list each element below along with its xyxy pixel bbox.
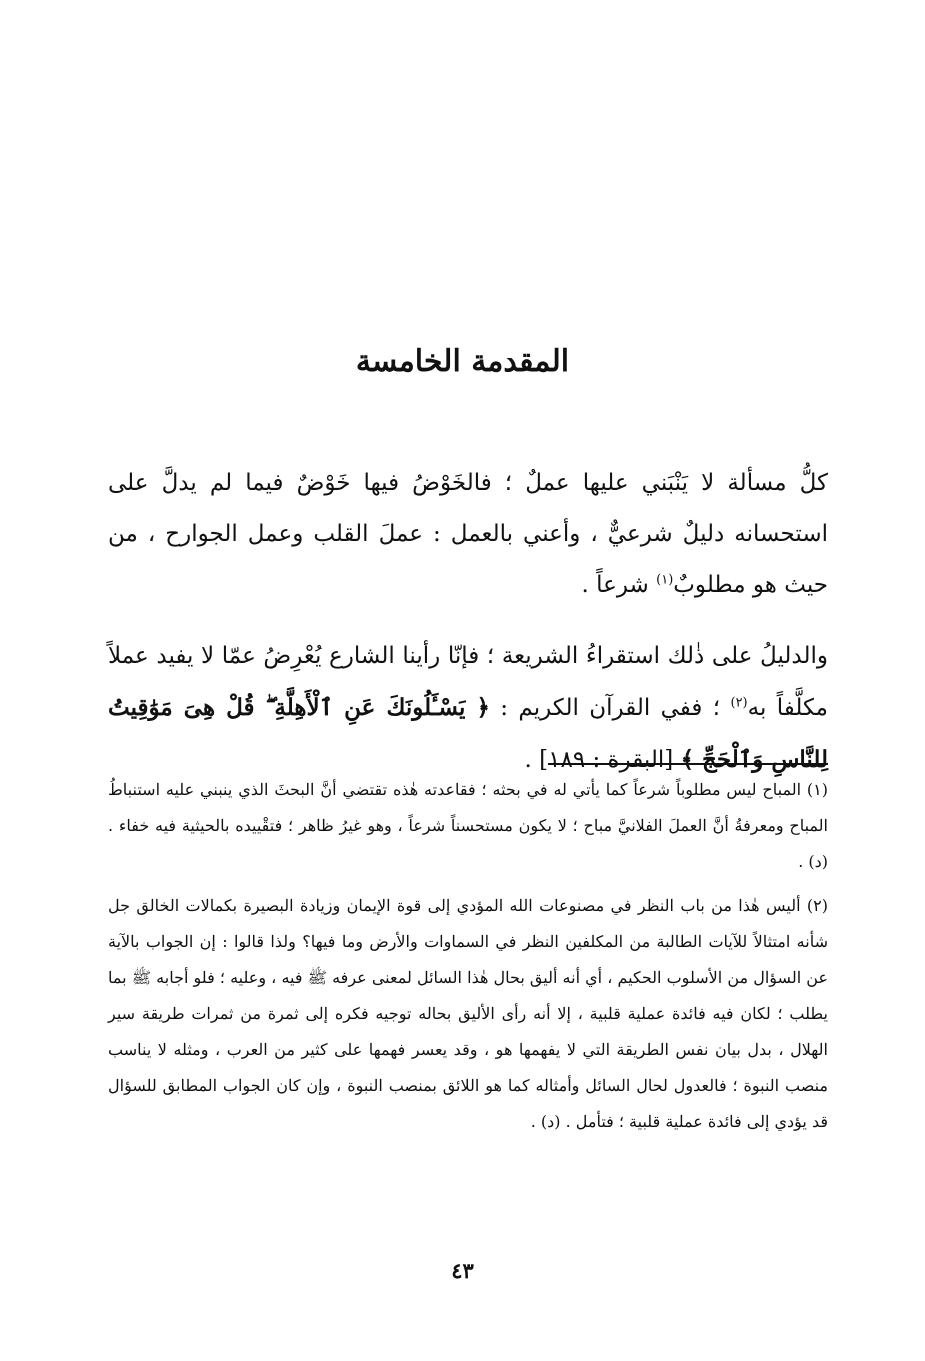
footnote-ref-2[interactable]: (٢) [730, 695, 748, 711]
footnote-divider [548, 763, 828, 765]
footnote-2: (٢) أليس هٰذا من باب النظر في مصنوعات الله المؤدي إلى قوة الإيمان وزيادة البصيرة بكمالات الخالق جل شأنه امتثالاً للآيات الطالبة من المكلفين النظر في السماوات والأرض وما فيها؟ ولذا قالوا : إن الجواب بالآية عن السؤال من الأسلوب الحكيم ، أي أنه أليق بحال هٰذا السائل لمعنى عرفه ﷺ فيه ، وعليه ؛ فلو أجابه ﷺ بما يطلب ؛ لكان فيه فائدة عملية قلبية ، إلا أنه رأى الأليق بحاله توجيه فكره إلى ثمرة من ثمرات طريقة سير الهلال ، بدل بيان نفس الطريقة التي لا يفهمها هو ، وقد يعسر فهمها على كثير من العرب ، ومثله لا يناسب منصب النبوة ؛ فالعدول لحال السائل وأمثاله كما هو اللائق بمنصب النبوة ، وإن كان الجواب المطابق للسؤال قد يؤدي إلى فائدة عملية قلبية ؛ فتأمل . (د) . [108, 896, 829, 1131]
section-title: المقدمة الخامسة [355, 344, 570, 379]
paragraph-1-text: كلُّ مسألة لا يَنْبَني عليها عملٌ ؛ فالخَوْضُ فيها خَوْضٌ فيما لم يدلَّ على استحسانه دليلٌ شرعيٌّ ، وأعني بالعمل : عملَ القلب وعمل الجوارح ، من حيث هو مطلوبٌ [108, 470, 828, 598]
paragraph-1 [108, 458, 828, 611]
main-text [108, 458, 828, 786]
paragraph-2-text-mid: ؛ ففي القرآن الكريم : [489, 695, 731, 721]
verse-citation: [البقرة : ١٨٩] . [524, 747, 681, 773]
footnote-ref-1[interactable]: (١) [656, 572, 674, 588]
footnote-1: (١) المباح ليس مطلوباً شرعاً كما يأتي له في بحثه ؛ فقاعدته هٰذه تقتضي أنَّ البحثَ الذي ينبني عليه استنباطُ المباح ومعرفةُ أنَّ العملَ الفلانيَّ مباح ؛ لا يكون مستحسناً شرعاً ، وهو غيرُ ظاهر ؛ فتقْييده بالحيثية فيه خفاء . (د) . [108, 780, 828, 871]
quran-verse: ﴿ يَسْـَٔلُونَكَ عَنِ ٱلْأَهِلَّةِ ۖ قُلْ هِىَ مَوَٰقِيتُ لِلنَّاسِ وَٱلْحَجِّ ﴾ [108, 694, 828, 773]
footnotes [108, 772, 828, 1140]
page-number: ٤٣ [451, 1258, 474, 1283]
paragraph-2-text: والدليلُ على ذٰلك استقراءُ الشريعة ؛ فإنّا رأينا الشارع يُعْرِضُ عمّا لا يفيد عملاً مكلَّفاً به [108, 643, 829, 721]
paragraph-1-text-end: شرعاً . [581, 572, 657, 598]
